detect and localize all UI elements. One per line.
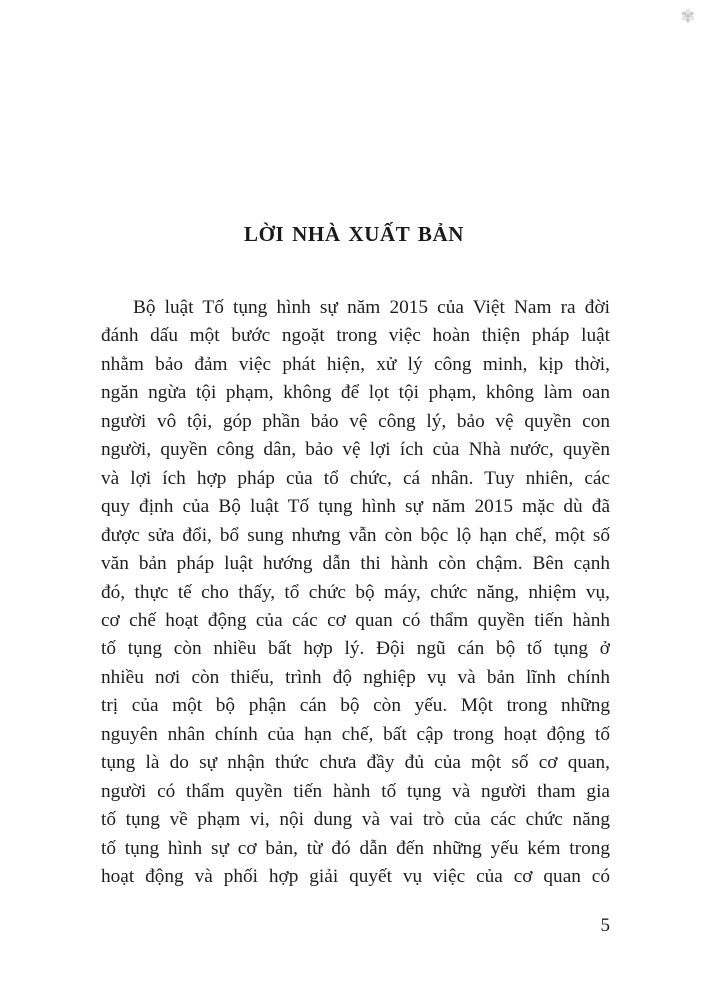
- text-line: nhằm bảo đảm việc phát hiện, xử lý công minh, kịp thời,: [101, 353, 610, 375]
- text-line: người có thẩm quyền tiến hành tố tụng và người tham gia: [101, 780, 610, 802]
- text-line: được sửa đổi, bổ sung nhưng vẫn còn bộc lộ hạn chế, một số: [101, 524, 610, 546]
- text-line: người, quyền công dân, bảo vệ lợi ích của Nhà nước, quyền: [101, 439, 610, 461]
- page-number: 5: [600, 915, 610, 936]
- text-line: quy định của Bộ luật Tố tụng hình sự năm 2015 mặc dù đã: [101, 496, 610, 518]
- text-line: Bộ luật Tố tụng hình sự năm 2015 của Việt Nam ra đời: [133, 297, 610, 318]
- text-line: ngăn ngừa tội phạm, không để lọt tội phạm, không làm oan: [101, 382, 610, 404]
- body-paragraph: [101, 294, 610, 892]
- text-line: văn bản pháp luật hướng dẫn thi hành còn chậm. Bên cạnh: [101, 553, 610, 575]
- text-line: nhiều nơi còn thiếu, trình độ nghiệp vụ và bản lĩnh chính: [101, 666, 610, 688]
- text-line: tố tụng còn nhiều bất hợp lý. Đội ngũ cán bộ tố tụng ở: [101, 638, 610, 660]
- text-line: tố tụng hình sự cơ bản, từ đó dẫn đến những yếu kém trong: [101, 837, 610, 859]
- text-line: và lợi ích hợp pháp của tổ chức, cá nhân. Tuy nhiên, các: [101, 467, 610, 489]
- text-line: tố tụng về phạm vi, nội dung và vai trò của các chức năng: [101, 809, 610, 831]
- text-line: đánh dấu một bước ngoặt trong việc hoàn thiện pháp luật: [101, 325, 610, 347]
- text-line: cơ chế hoạt động của các cơ quan có thẩm quyền tiến hành: [101, 609, 610, 631]
- text-line: hoạt động và phối hợp giải quyết vụ việc của cơ quan có: [101, 866, 610, 888]
- text-line: trị của một bộ phận cán bộ còn yếu. Một trong những: [101, 695, 610, 717]
- text-line: người vô tội, góp phần bảo vệ công lý, bảo vệ quyền con: [101, 410, 610, 432]
- text-line: nguyên nhân chính của hạn chế, bất cập trong hoạt động tố: [101, 723, 610, 745]
- text-line: tụng là do sự nhận thức chưa đầy đủ của một số cơ quan,: [101, 752, 610, 774]
- text-line: đó, thực tế cho thấy, tổ chức bộ máy, chức năng, nhiệm vụ,: [101, 581, 610, 603]
- flower-ornament-icon: ✾: [680, 7, 695, 26]
- page-title: LỜI NHÀ XUẤT BẢN: [244, 222, 464, 246]
